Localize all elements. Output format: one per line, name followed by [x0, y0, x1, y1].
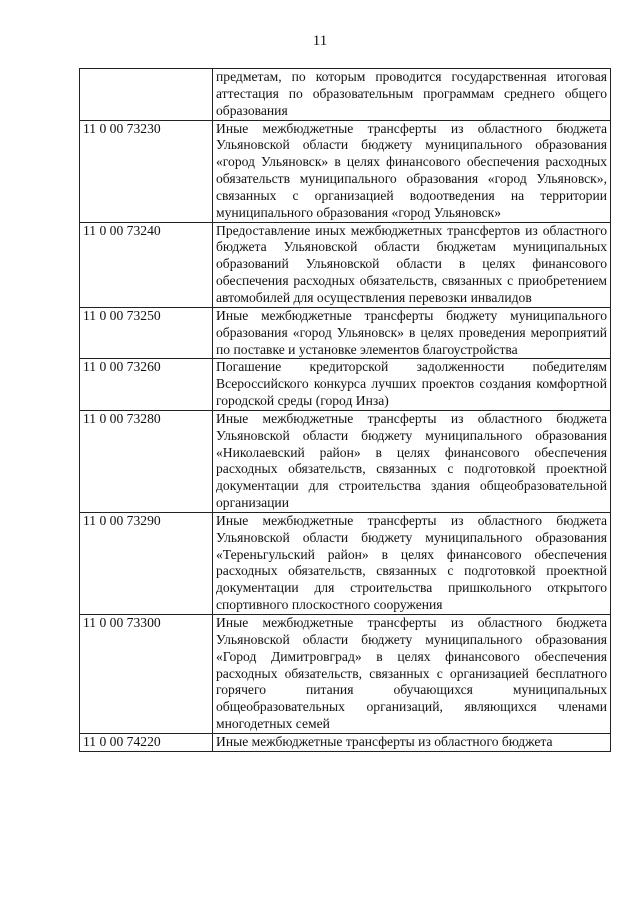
- budget-code-cell: 11 0 00 73290: [80, 512, 213, 614]
- table-row: [80, 733, 611, 751]
- description-cell: Погашение кредиторской задолженности победителям Всероссийского конкурса лучших проектов создания комфортной городской среды (город Инза): [213, 359, 611, 411]
- table-row: [80, 359, 611, 411]
- description-cell: Иные межбюджетные трансферты из областного бюджета Ульяновской области бюджету муниципального образования «Город Димитровград» в целях финансового обеспечения расходных обязательств, связанных с организацией бесплатного горячего питания обучающихся муниципальных общеобразовательных организаций, являющихся членами многодетных семей: [213, 615, 611, 734]
- budget-code-cell: 11 0 00 73230: [80, 120, 213, 222]
- budget-code-cell: 11 0 00 73250: [80, 307, 213, 359]
- budget-classification-table: [79, 68, 611, 752]
- table-row: [80, 512, 611, 614]
- budget-code-cell: 11 0 00 74220: [80, 733, 213, 751]
- table-row: [80, 69, 611, 121]
- table-row: [80, 307, 611, 359]
- description-cell: Иные межбюджетные трансферты из областного бюджета: [213, 733, 611, 751]
- table-row: [80, 410, 611, 512]
- description-cell: Иные межбюджетные трансферты из областного бюджета Ульяновской области бюджету муниципального образования «Тереньгульский район» в целях финансового обеспечения расходных обязательств, связанных с подготовкой проектной документации для строительства пришкольного открытого спортивного плоскостного сооружения: [213, 512, 611, 614]
- budget-code-cell: 11 0 00 73300: [80, 615, 213, 734]
- budget-code-cell: 11 0 00 73280: [80, 410, 213, 512]
- description-cell: Предоставление иных межбюджетных трансфертов из областного бюджета Ульяновской области бюджетам муниципальных образований Ульяновской области в целях финансового обеспечения расходных обязательств, связанных с приобретением автомобилей для осуществления перевозки инвалидов: [213, 222, 611, 307]
- description-cell: Иные межбюджетные трансферты бюджету муниципального образования «город Ульяновск» в целях проведения мероприятий по поставке и установке элементов благоустройства: [213, 307, 611, 359]
- table-row: [80, 222, 611, 307]
- description-cell: предметам, по которым проводится государственная итоговая аттестация по образовательным программам среднего общего образования: [213, 69, 611, 121]
- page-number: 11: [312, 33, 328, 49]
- budget-code-cell: [80, 69, 213, 121]
- budget-code-cell: 11 0 00 73260: [80, 359, 213, 411]
- budget-code-cell: 11 0 00 73240: [80, 222, 213, 307]
- table-row: [80, 615, 611, 734]
- description-cell: Иные межбюджетные трансферты из областного бюджета Ульяновской области бюджету муниципального образования «Николаевский район» в целях финансового обеспечения расходных обязательств, связанных с подготовкой проектной документации для строительства здания общеобразовательной организации: [213, 410, 611, 512]
- table-row: [80, 120, 611, 222]
- description-cell: Иные межбюджетные трансферты из областного бюджета Ульяновской области бюджету муниципального образования «город Ульяновск» в целях финансового обеспечения расходных обязательств муниципального образования «город Ульяновск», связанных с организацией водоотведения на территории муниципального образования «город Ульяновск»: [213, 120, 611, 222]
